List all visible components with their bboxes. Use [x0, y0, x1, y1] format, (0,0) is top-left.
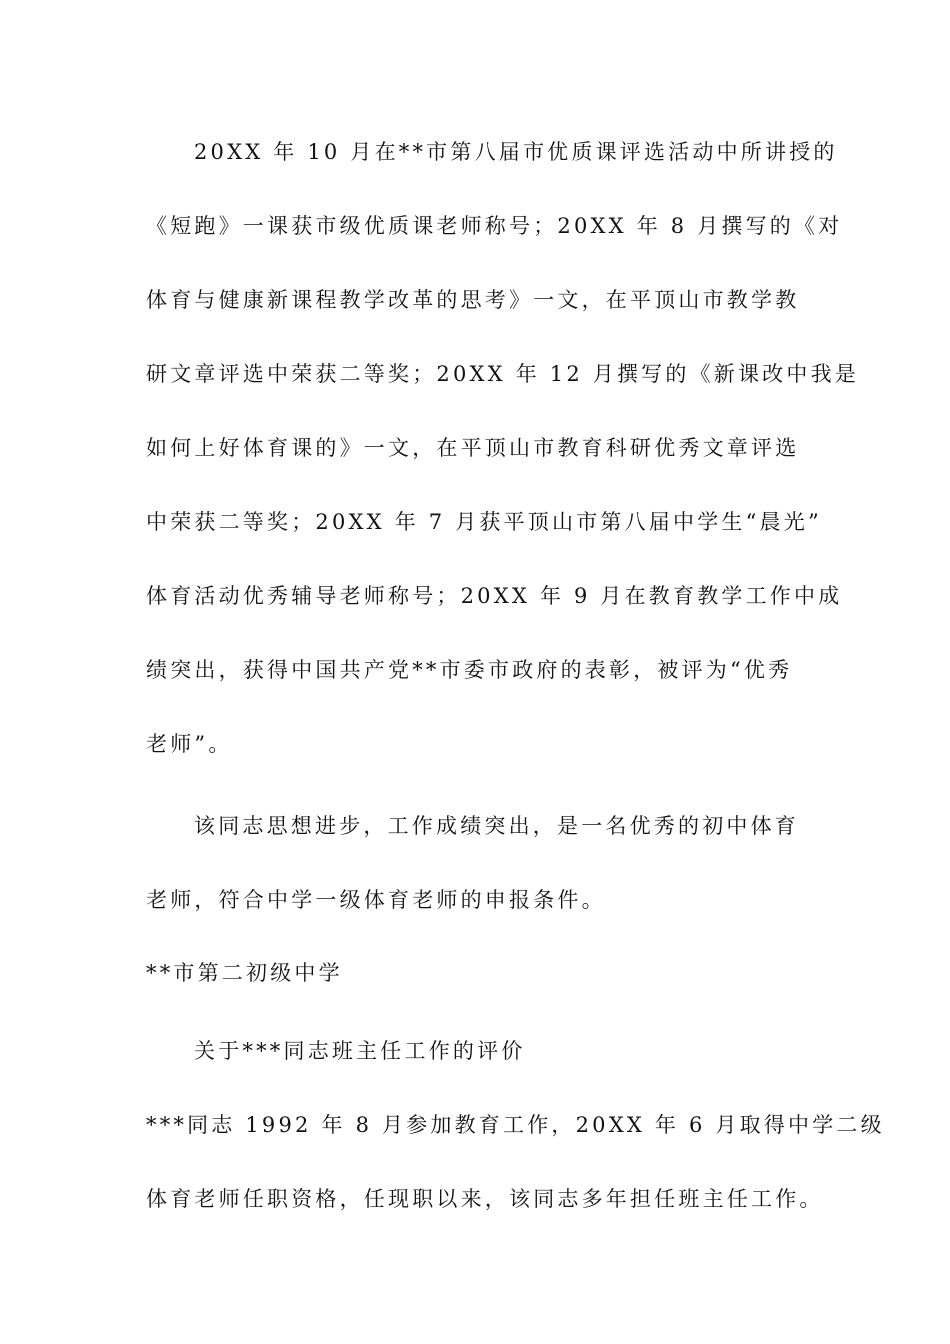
paragraph-line-12: ***同志 1992 年 8 月参加教育工作，20XX 年 6 月取得中学二级: [146, 1113, 885, 1137]
paragraph-line-13: 体育老师任职资格，任现职以来，该同志多年担任班主任工作。: [146, 1187, 824, 1211]
school-name: **市第二初级中学: [146, 961, 343, 985]
paragraph-line-6: 中荣获二等奖；20XX 年 7 月获平顶山市第八届中学生“晨光”: [146, 510, 822, 534]
paragraph-line-2: 《短跑》一课获市级优质课老师称号；20XX 年 8 月撰写的《对: [146, 214, 843, 238]
paragraph-line-4: 研文章评选中荣获二等奖；20XX 年 12 月撰写的《新课改中我是: [146, 362, 859, 386]
paragraph-line-9: 老师”。: [146, 732, 233, 756]
section-heading: 关于***同志班主任工作的评价: [194, 1039, 526, 1063]
paragraph-line-11: 老师，符合中学一级体育老师的申报条件。: [146, 888, 606, 912]
paragraph-line-10: 该同志思想进步，工作成绩突出，是一名优秀的初中体育: [194, 814, 799, 838]
paragraph-line-1: 20XX 年 10 月在**市第八届市优质课评选活动中所讲授的: [194, 140, 838, 164]
paragraph-line-8: 绩突出，获得中国共产党**市委市政府的表彰，被评为“优秀: [146, 658, 793, 682]
paragraph-line-3: 体育与健康新课程教学改革的思考》一文，在平顶山市教学教: [146, 288, 800, 312]
paragraph-line-5: 如何上好体育课的》一文，在平顶山市教育科研优秀文章评选: [146, 436, 800, 460]
paragraph-line-7: 体育活动优秀辅导老师称号；20XX 年 9 月在教育教学工作中成: [146, 584, 843, 608]
